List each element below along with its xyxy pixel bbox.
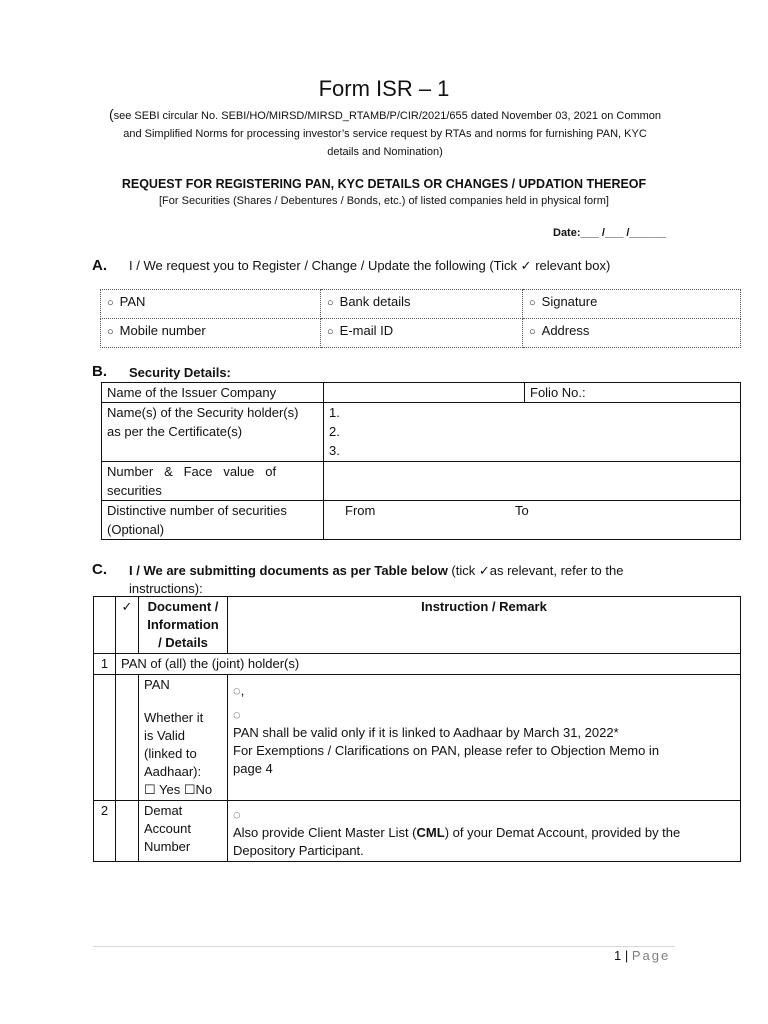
security-details-table — [101, 382, 741, 540]
page-footer — [614, 948, 670, 963]
page-number: 1 — [614, 948, 622, 963]
col-document-header — [139, 597, 228, 654]
option-label: Mobile number — [119, 323, 206, 338]
section-a-text-after: relevant box) — [535, 258, 611, 273]
request-heading: REQUEST FOR REGISTERING PAN, KYC DETAILS OR CHANGES / UPDATION THEREOF — [121, 177, 647, 191]
row-1-check-cell[interactable] — [116, 675, 139, 801]
update-options-table — [100, 289, 741, 348]
section-a-letter: A. — [92, 257, 107, 274]
holders-label-line: as per the Certificate(s) — [107, 424, 243, 439]
col-document-line: Document / — [147, 599, 219, 614]
number-label-line: Number & Face value of — [107, 464, 277, 479]
section-c-instruction — [129, 562, 689, 598]
folio-label[interactable]: Folio No.: — [525, 383, 741, 403]
form-subtitle — [90, 105, 680, 161]
cml-text: Also provide Client Master List ( — [233, 825, 417, 840]
issuer-label: Name of the Issuer Company — [102, 383, 324, 403]
cml-text: ) of your Demat Account, provided by the — [444, 825, 681, 840]
footer-divider — [93, 946, 675, 947]
option-label: PAN — [119, 294, 146, 309]
radio-icon[interactable]: ○ — [107, 326, 114, 338]
yes-no-checkboxes[interactable]: ☐ Yes ☐No — [144, 782, 213, 797]
valid-label-line: Aadhaar): — [144, 764, 202, 779]
section-c-letter: C. — [92, 561, 107, 578]
radio-icon[interactable]: ◌, — [233, 683, 245, 698]
subtitle-paren: ( — [108, 106, 114, 122]
section-a-text-before: I / We request you to Register / Change / Update the following (Tick — [129, 258, 518, 273]
valid-label-line: is Valid — [144, 728, 185, 743]
subtitle-line-2: and Simplified Norms for processing investor’s service request by RTAs and norms for furnishing PAN, KYC — [123, 128, 647, 140]
radio-icon[interactable]: ◌ — [233, 807, 241, 822]
request-subheading: [For Securities (Shares / Debentures / Bonds, etc.) of listed companies held in physical form] — [159, 195, 609, 207]
pan-instruction-cell — [228, 675, 741, 801]
pan-document-cell — [139, 675, 228, 801]
distinctive-label-line: Distinctive number of securities — [107, 503, 287, 518]
radio-icon[interactable]: ○ — [529, 297, 536, 309]
section-c-text-line-2: instructions): — [129, 581, 203, 596]
option-label: Signature — [541, 294, 598, 309]
section-a-instruction — [129, 258, 610, 274]
option-bank-details[interactable] — [321, 290, 523, 319]
number-label-line: securities — [107, 483, 162, 498]
cml-bold: CML — [416, 825, 445, 840]
section-c-text-rest: (tick ✓as relevant, refer to the — [447, 563, 624, 578]
row-1-number: 1 — [94, 654, 116, 675]
col-document-line: Information — [147, 617, 219, 632]
row-1-serial-empty — [94, 675, 116, 801]
section-b-title: Security Details: — [129, 365, 231, 380]
documents-table — [93, 596, 741, 862]
date-field[interactable]: Date:___ /___ /______ — [553, 227, 667, 239]
option-label: Bank details — [339, 294, 411, 309]
option-address[interactable] — [523, 319, 741, 348]
subtitle-line-3: details and Nomination) — [327, 146, 443, 158]
issuer-input[interactable] — [324, 383, 525, 403]
option-email-id[interactable] — [321, 319, 523, 348]
radio-icon[interactable]: ○ — [327, 326, 334, 338]
demat-label-line: Account — [144, 821, 191, 836]
demat-instruction-cell — [228, 801, 741, 862]
option-label: Address — [541, 323, 590, 338]
radio-icon[interactable]: ○ — [327, 297, 334, 309]
holder-number: 2. — [329, 424, 340, 439]
from-label: From — [345, 503, 376, 518]
holder-number: 3. — [329, 443, 340, 458]
holder-number: 1. — [329, 405, 340, 420]
pan-note-line: For Exemptions / Clarifications on PAN, please refer to Objection Memo in — [233, 743, 660, 758]
check-mark-icon: ✓ — [121, 599, 133, 614]
subtitle-line-1: see SEBI circular No. SEBI/HO/MIRSD/MIRSD_RTAMB/P/CIR/2021/655 dated November 03, 2021 on Common — [113, 110, 662, 122]
radio-icon[interactable]: ○ — [107, 297, 114, 309]
cml-text-line-2: Depository Participant. — [233, 843, 364, 858]
holders-label-line: Name(s) of the Security holder(s) — [107, 405, 299, 420]
section-c-text-bold: I / We are submitting documents as per Table below — [129, 563, 448, 578]
page-word: Page — [631, 948, 671, 963]
option-mobile-number[interactable] — [101, 319, 321, 348]
col-serial-header — [94, 597, 116, 654]
page-separator: | — [621, 948, 632, 963]
col-document-line: / Details — [158, 635, 208, 650]
distinctive-number-label — [102, 501, 324, 540]
valid-label-line: Whether it — [144, 710, 204, 725]
demat-label-line: Demat — [144, 803, 183, 818]
valid-label-line: (linked to — [144, 746, 197, 761]
demat-document-cell — [139, 801, 228, 862]
number-face-value-label — [102, 462, 324, 501]
to-label: To — [514, 503, 529, 518]
col-check-header — [116, 597, 139, 654]
form-title: Form ISR – 1 — [318, 76, 450, 101]
radio-icon[interactable]: ○ — [529, 326, 536, 338]
section-b-letter: B. — [92, 363, 107, 380]
pan-label: PAN — [144, 677, 170, 692]
holders-label — [102, 403, 324, 462]
row-1-title: PAN of (all) the (joint) holder(s) — [116, 654, 741, 675]
radio-icon[interactable]: ◌ — [233, 707, 241, 722]
number-face-value-input[interactable] — [324, 462, 741, 501]
col-instruction-header: Instruction / Remark — [228, 597, 741, 654]
pan-note-line: page 4 — [233, 761, 273, 776]
row-2-number: 2 — [94, 801, 116, 862]
row-2-check-cell[interactable] — [116, 801, 139, 862]
demat-label-line: Number — [144, 839, 191, 854]
distinctive-range-input[interactable] — [324, 501, 741, 540]
option-pan[interactable] — [101, 290, 321, 319]
option-label: E-mail ID — [339, 323, 394, 338]
option-signature[interactable] — [523, 290, 741, 319]
check-mark-icon: ✓ — [520, 258, 532, 273]
distinctive-label-line: (Optional) — [107, 522, 165, 537]
pan-note-line: PAN shall be valid only if it is linked to Aadhaar by March 31, 2022* — [233, 725, 619, 740]
holders-input[interactable] — [324, 403, 741, 462]
